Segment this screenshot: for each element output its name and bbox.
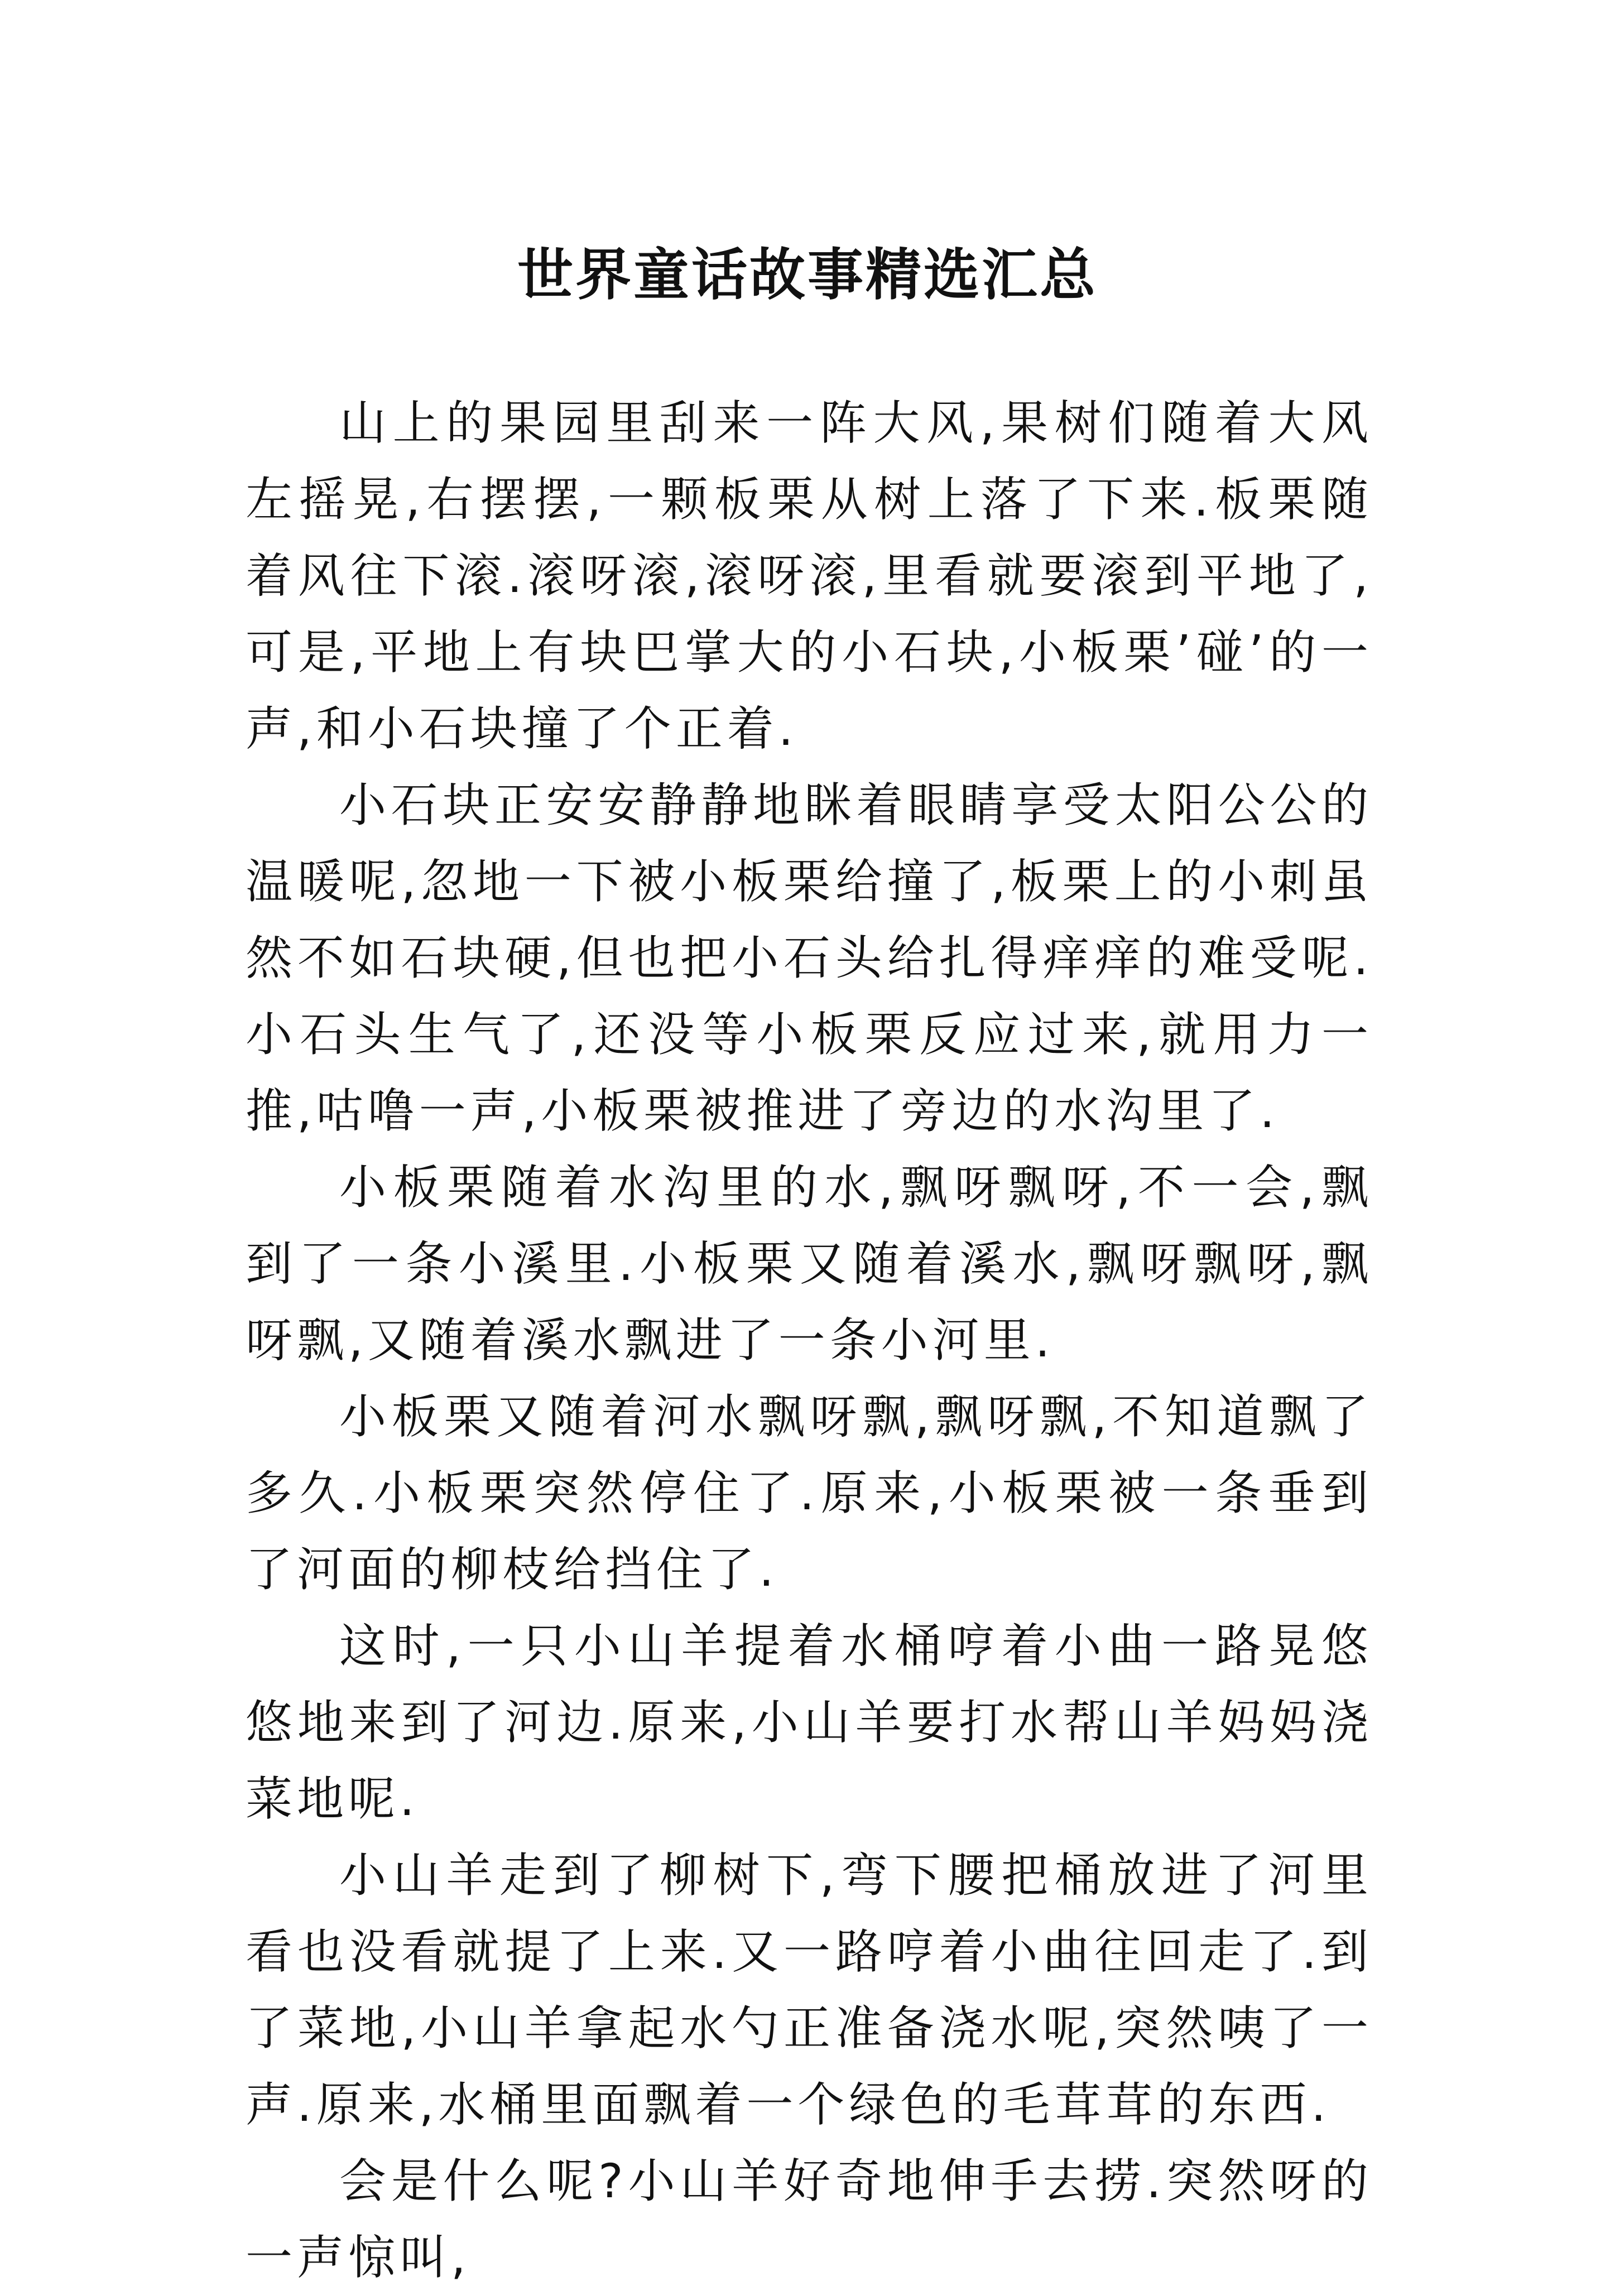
document-title: 世界童话故事精选汇总 bbox=[517, 242, 1098, 307]
document-body bbox=[246, 385, 1373, 2296]
paragraph: 小板栗又随着河水飘呀飘,飘呀飘,不知道飘了多久.小板栗突然停住了.原来,小板栗被一条垂到了河面的柳枝给挡住了. bbox=[246, 1389, 1373, 1597]
paragraph: 山上的果园里刮来一阵大风,果树们随着大风左摇晃,右摆摆,一颗板栗从树上落了下来.板栗随着风往下滚.滚呀滚,滚呀滚,里看就要滚到平地了,可是,平地上有块巴掌大的小石块,小板栗’碰’的一声,和小石块撞了个正着. bbox=[246, 396, 1373, 756]
paragraph: 这时,一只小山羊提着水桶哼着小曲一路晃悠悠地来到了河边.原来,小山羊要打水帮山羊妈妈浇菜地呢. bbox=[246, 1619, 1373, 1826]
paragraph: 小山羊走到了柳树下,弯下腰把桶放进了河里看也没看就提了上来.又一路哼着小曲往回走了.到了菜地,小山羊拿起水勺正准备浇水呢,突然咦了一声.原来,水桶里面飘着一个绿色的毛茸茸的东西. bbox=[246, 1848, 1373, 2132]
paragraph: 小石块正安安静静地眯着眼睛享受太阳公公的温暖呢,忽地一下被小板栗给撞了,板栗上的小刺虽然不如石块硬,但也把小石头给扎得痒痒的难受呢.小石头生气了,还没等小板栗反应过来,就用力一推,咕噜一声,小板栗被推进了旁边的水沟里了. bbox=[246, 778, 1373, 1138]
paragraph: 小板栗随着水沟里的水,飘呀飘呀,不一会,飘到了一条小溪里.小板栗又随着溪水,飘呀飘呀,飘呀飘,又随着溪水飘进了一条小河里. bbox=[246, 1160, 1373, 1368]
paragraph: 会是什么呢?小山羊好奇地伸手去捞.突然呀的一声惊叫, bbox=[246, 2154, 1373, 2285]
